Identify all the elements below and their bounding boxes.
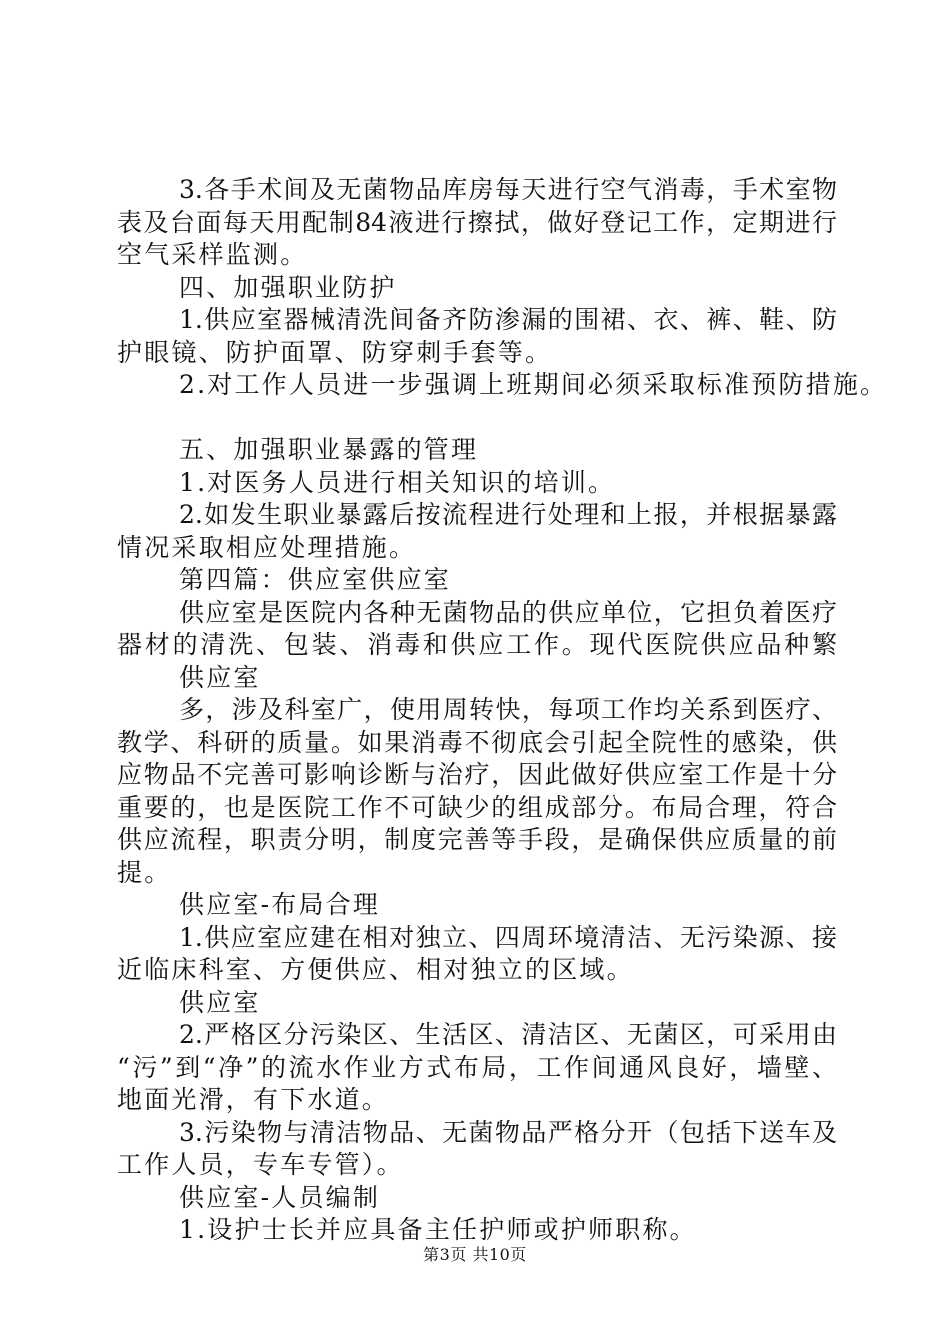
subheading-line: 供应室 (179, 987, 261, 1017)
paragraph-line: 2.严格区分污染区、生活区、清洁区、无菌区，可采用由 (179, 1020, 837, 1049)
subheading-line: 供应室-人员编制 (179, 1182, 381, 1212)
paragraph-line: 2.对工作人员进一步强调上班期间必须采取标准预防措施。 (179, 370, 888, 399)
paragraph-line: 3.各手术间及无菌物品库房每天进行空气消毒，手术室物 (179, 175, 837, 204)
paragraph-line: 提。 (117, 857, 172, 887)
paragraph-line: 1.设护士长并应具备主任护师或护师职称。 (179, 1215, 697, 1244)
paragraph-line: 护眼镜、防护面罩、防穿刺手套等。 (117, 337, 553, 367)
paragraph-line: 器材的清洗、包装、消毒和供应工作。现代医院供应品种繁 (117, 630, 837, 659)
paragraph-line: 空气采样监测。 (117, 240, 308, 269)
paragraph-line: 地面光滑，有下水道。 (117, 1085, 390, 1114)
paragraph-line: 供应室是医院内各种无菌物品的供应单位，它担负着医疗 (179, 597, 837, 627)
section-heading: 五、加强职业暴露的管理 (179, 435, 479, 464)
paragraph-line: “污”到“净”的流水作业方式布局，工作间通风良好，墙壁、 (117, 1052, 837, 1082)
blank-line (117, 402, 837, 435)
paragraph-line: 2.如发生职业暴露后按流程进行处理和上报，并根据暴露 (179, 500, 837, 529)
subheading-line: 供应室 (179, 662, 261, 692)
paragraph-line: 1.供应室应建在相对独立、四周环境清洁、无污染源、接 (179, 922, 837, 952)
paragraph-line: 1.对医务人员进行相关知识的培训。 (179, 467, 616, 497)
paragraph-line: 教学、科研的质量。如果消毒不彻底会引起全院性的感染，供 (117, 727, 837, 757)
paragraph-line: 工作人员，专车专管）。 (117, 1150, 404, 1179)
paragraph-line: 表及台面每天用配制84液进行擦拭，做好登记工作，定期进行 (117, 207, 837, 237)
subheading-line: 供应室-布局合理 (179, 890, 381, 919)
paragraph-line: 应物品不完善可影响诊断与治疗，因此做好供应室工作是十分 (117, 760, 837, 789)
paragraph-line: 情况采取相应处理措施。 (117, 532, 417, 562)
paragraph-line: 多，涉及科室广，使用周转快，每项工作均关系到医疗、 (179, 695, 837, 724)
chapter-heading: 第四篇：供应室供应室 (179, 565, 452, 594)
paragraph-line: 1.供应室器械清洗间备齐防渗漏的围裙、衣、裤、鞋、防 (179, 305, 837, 334)
paragraph-line: 近临床科室、方便供应、相对独立的区域。 (117, 955, 634, 984)
section-heading: 四、加强职业防护 (179, 272, 397, 302)
document-body (117, 174, 888, 1247)
paragraph-line: 3.污染物与清洁物品、无菌物品严格分开（包括下送车及 (179, 1117, 837, 1147)
paragraph-line: 重要的，也是医院工作不可缺少的组成部分。布局合理，符合 (117, 792, 837, 822)
page-number-footer: 第3页 共10页 (423, 1245, 527, 1264)
paragraph-line: 供应流程，职责分明，制度完善等手段，是确保供应质量的前 (117, 825, 837, 854)
